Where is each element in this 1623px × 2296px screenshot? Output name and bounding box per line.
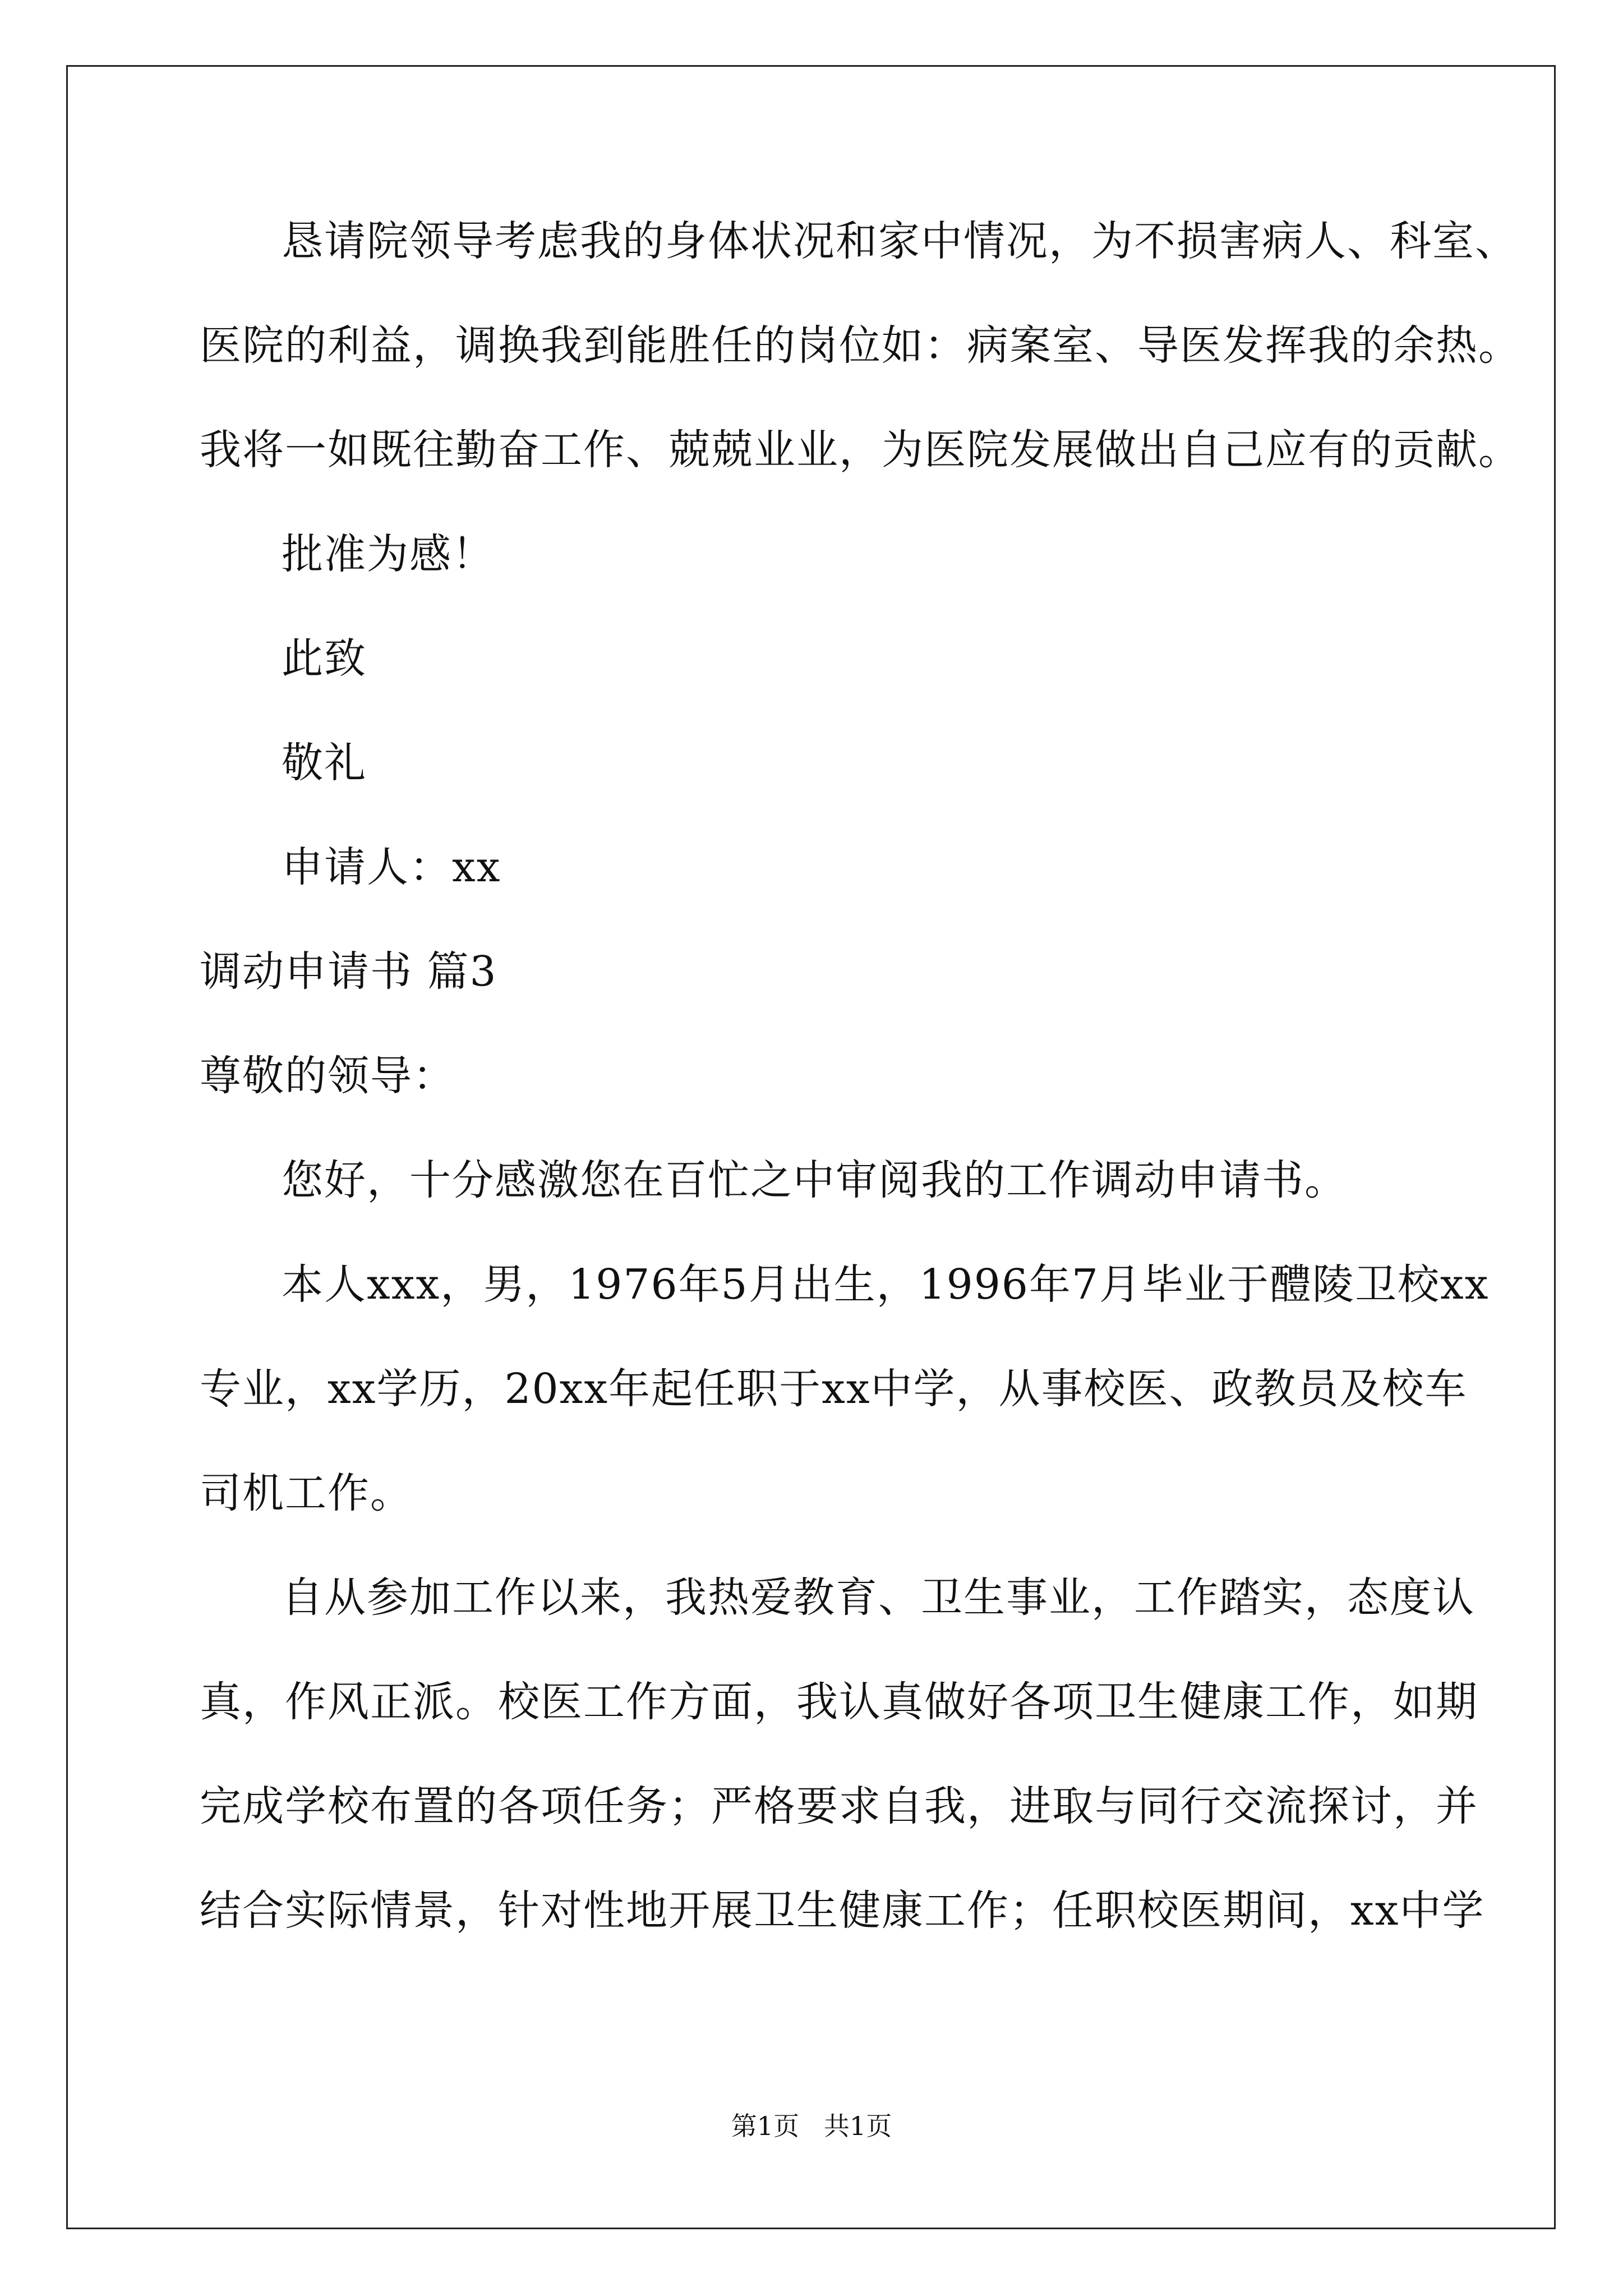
paragraph-line: 专业，xx学历，20xx年起任职于xx中学，从事校医、政教员及校车 [200, 1365, 1468, 1413]
closing-salutation: 敬礼 [282, 739, 367, 787]
paragraph-line: 我将一如既往勤奋工作、兢兢业业，为医院发展做出自己应有的贡献。 [200, 426, 1521, 474]
paragraph-line: 完成学校布置的各项任务；严格要求自我，进取与同行交流探讨，并 [200, 1782, 1478, 1830]
paragraph-line: 本人xxx，男，1976年5月出生，1996年7月毕业于醴陵卫校xx [282, 1260, 1490, 1309]
applicant-line: 申请人：xx [282, 843, 501, 891]
paragraph-line: 结合实际情景，针对性地开展卫生健康工作；任职校医期间，xx中学 [200, 1887, 1485, 1935]
paragraph-line: 恳请院领导考虑我的身体状况和家中情况，为不损害病人、科室、 [282, 217, 1518, 265]
paragraph-line: 真，作风正派。校医工作方面，我认真做好各项卫生健康工作，如期 [200, 1678, 1478, 1726]
paragraph-line: 您好，十分感激您在百忙之中审阅我的工作调动申请书。 [282, 1156, 1347, 1204]
section-heading: 调动申请书 篇3 [200, 947, 497, 996]
paragraph-line: 医院的利益，调换我到能胜任的岗位如：病案室、导医发挥我的余热。 [200, 321, 1521, 370]
paragraph-line: 批准为感！ [282, 530, 495, 578]
paragraph-line: 自从参加工作以来，我热爱教育、卫生事业，工作踏实，态度认 [282, 1573, 1475, 1622]
page-footer: 第1页 共1页 [731, 2111, 892, 2141]
salutation: 尊敬的领导： [200, 1052, 455, 1100]
closing-line: 此致 [282, 634, 367, 683]
paragraph-line: 司机工作。 [200, 1469, 413, 1517]
